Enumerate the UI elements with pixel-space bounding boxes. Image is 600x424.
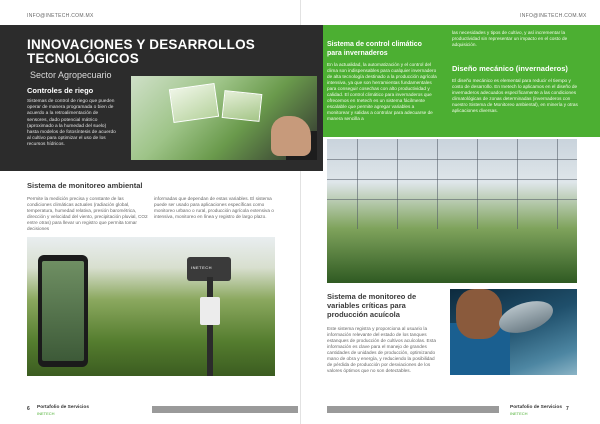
- header-email-left: INFO@INETECH.COM.MX: [27, 13, 94, 19]
- station-brand: INETECH: [191, 265, 213, 270]
- footer-bar-right: [327, 406, 499, 413]
- footer-bar-left: [152, 406, 298, 413]
- station-pole: [207, 277, 213, 376]
- phone-icon: [38, 255, 88, 367]
- floating-photo: [222, 90, 263, 122]
- controles-heading: Controles de riego: [27, 86, 94, 95]
- aquaculture-image: [450, 289, 577, 375]
- worker-head: [456, 289, 502, 339]
- greenhouse-image: [327, 139, 577, 283]
- monitoreo-text-1: Permite la medición precisa y constante de las condiciones climáticas actuales (radiación global, temperatura, humedad relativa, presión barométrica, dirección y velocidad del viento, precipitación pluvial, CO2 entre otras) para llevar un registro que permita tomar decisiones: [27, 196, 148, 231]
- acuicola-text: Este sistema registra y proporciona al usuario la información relevante del estado de los tanques estanques de producción de cultivos acuícolas. Esta información es clave para el manejo de grandes cantidades de unidades de producción, optimizando mano de obra y energía, y reduciendo la posibilidad de pérdida de producción por desviaciones de los valores óptimos que no son detectables.: [327, 326, 436, 373]
- mecanico-text: El diseño mecánico es elemental para reducir el tiempo y costo de desarrollo. En Inetech lo aplicamos en el diseño de invernaderos adecuados específicamente a las condiciones climatológicas de zonas determinadas (invernaderos con nuestro Sistema de Monitoreo ambiental), en minería y otras aplicaciones diversas.: [452, 78, 578, 113]
- footer-sub-left: INETECH: [37, 411, 55, 416]
- hand-shape: [271, 116, 311, 156]
- floating-photo: [169, 83, 219, 123]
- station-box: [200, 297, 220, 325]
- header-email-right: INFO@INETECH.COM.MX: [520, 13, 587, 19]
- monitoreo-heading: Sistema de monitoreo ambiental: [27, 181, 143, 190]
- footer-title-left: Portafolio de Servicios: [37, 405, 89, 410]
- page-subtitle: Sector Agropecuario: [30, 70, 112, 80]
- acuicola-heading: Sistema de monitoreo de variables críticas para producción acuícola: [327, 292, 417, 319]
- monitoreo-text-2: informadas que dependan de estas variables. El sistema puede ser usado para aplicaciones específicas como monitoreo urbano o rural, producción agrícola extensiva o intensiva, monitoreo en línea y registro de largo plazo.: [154, 196, 274, 219]
- mecanico-heading: Diseño mecánico (invernaderos): [452, 64, 568, 73]
- phone-screen: [42, 261, 84, 361]
- climate-heading: Sistema de control climático para invernaderos: [327, 41, 422, 57]
- touchscreen-field-image: [131, 76, 317, 160]
- footer-sub-right: INETECH: [510, 411, 528, 416]
- footer-title-right: Portafolio de Servicios: [510, 405, 562, 410]
- climate-text-1: En la actualidad, la automatización y el control del clima son indispensables para cualquier invernadero de alta tecnología destinado a la producción agrícola intensiva, ya que son herramientas fundamentales para conseguir cosechas con alto productividad y calidad. El control climático para invernaderos que ofrecemos en Inetech es un sistema fácilmente escalable que permite agregar variables a monitorear y salidas a controlar para adecuarse de manera sencilla a: [327, 62, 437, 121]
- controles-text: Sistemas de control de riego que pueden operar de manera programada o bien de acuerdo a la retroalimentación de sensores, dado potencial mátrico (aproximado a la humedad del suelo) hasta modelos de fotosíntesis de acuerdo al cultivo para optimizar el uso de los recursos hídricos.: [27, 99, 116, 148]
- climate-text-2: las necesidades y tipos de cultivo, y así incrementar la productividad sin representar un impacto en el costo de adquisición.: [452, 30, 568, 47]
- page-title: INNOVACIONES Y DESARROLLOS TECNOLÓGICOS: [27, 37, 255, 66]
- page-number-right: 7: [566, 406, 569, 412]
- weather-station-image: [27, 237, 275, 376]
- page-number-left: 6: [27, 406, 30, 412]
